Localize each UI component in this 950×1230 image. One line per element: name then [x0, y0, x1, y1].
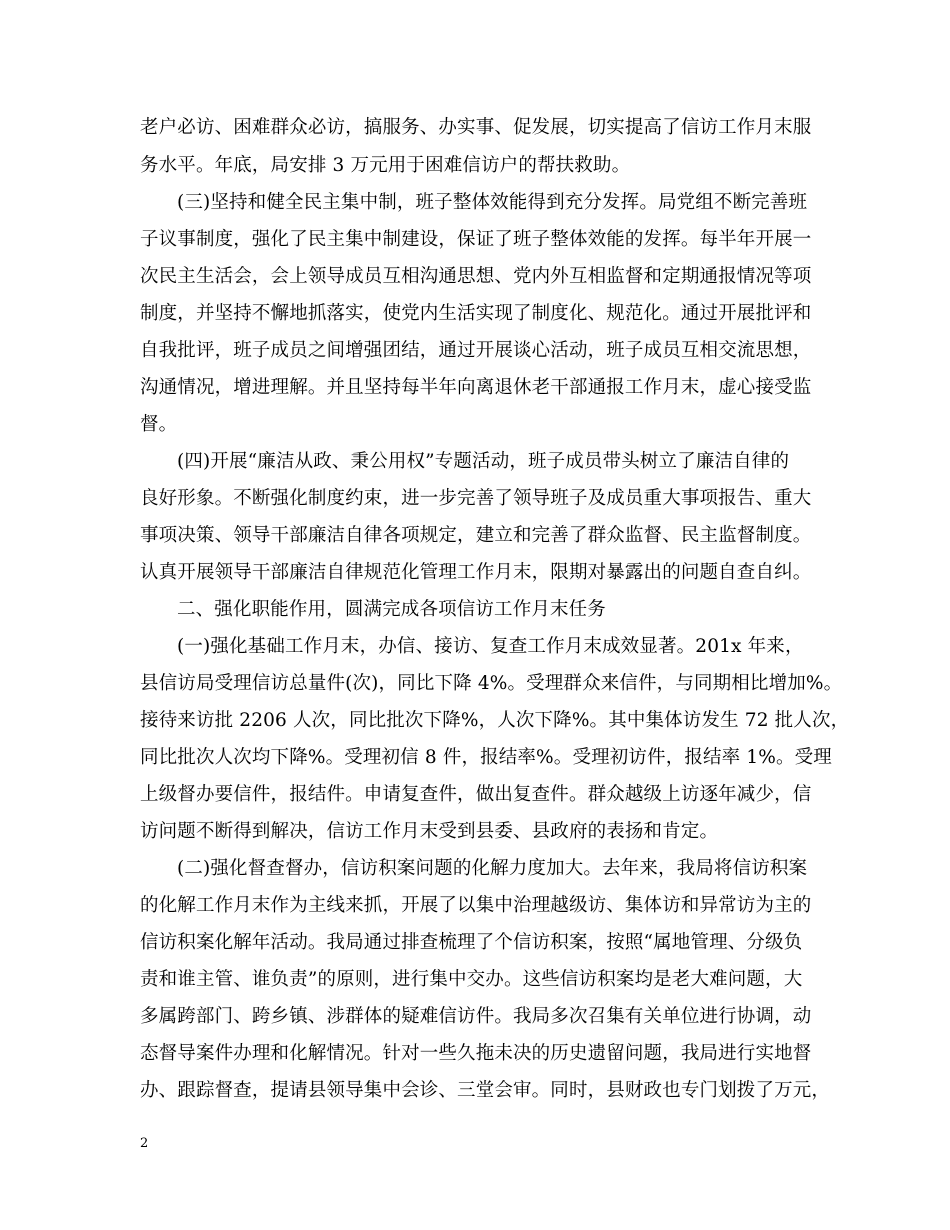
text-line: 次民主生活会，会上领导成员互相沟通思想、党内外互相监督和定期通报情况等项: [140, 266, 812, 287]
text-line: 信访积案化解年活动。我局通过排查梳理了个信访积案，按照“属地管理、分级负: [140, 932, 803, 953]
text-line: 制度，并坚持不懈地抓落实，使党内生活实现了制度化、规范化。通过开展批评和: [140, 303, 812, 324]
text-line: 子议事制度，强化了民主集中制建设，保证了班子整体效能的发挥。每半年开展一: [140, 229, 812, 250]
text-line: 自我批评，班子成员之间增强团结，通过开展谈心活动，班子成员互相交流思想，: [140, 340, 812, 361]
text-line: 务水平。年底，局安排 3 万元用于困难信访户的帮扶救助。: [140, 155, 631, 176]
paragraph-start-line: (一)强化基础工作月末，办信、接访、复查工作月末成效显著。201x 年来，: [177, 636, 804, 657]
text-line: 同比批次人次均下降%。受理初信 8 件，报结率%。受理初访件，报结率 1%。受理: [140, 747, 832, 768]
paragraph-start-line: (四)开展“廉洁从政、秉公用权”专题活动，班子成员带头树立了廉洁自律的: [177, 451, 790, 472]
text-line: 沟通情况，增进理解。并且坚持每半年向离退休老干部通报工作月末，虚心接受监: [140, 377, 812, 398]
text-line: 认真开展领导干部廉洁自律规范化管理工作月末，限期对暴露出的问题自查自纠。: [140, 562, 812, 583]
text-line: 县信访局受理信访总量件(次)，同比下降 4%。受理群众来信件，与同期相比增加%。: [140, 673, 843, 694]
text-line: 接待来访批 2206 人次，同比批次下降%，人次下降%。其中集体访发生 72 批人次，: [140, 710, 850, 731]
text-line: 老户必访、困难群众必访，搞服务、办实事、促发展，切实提高了信访工作月末服: [140, 117, 812, 138]
text-line: 督。: [140, 414, 178, 435]
text-line: 办、跟踪督查，提请县领导集中会诊、三堂会审。同时，县财政也专门划拨了万元，: [140, 1080, 831, 1101]
paragraph-start-line: (二)强化督查督办，信访积案问题的化解力度加大。去年来，我局将信访积案: [177, 858, 808, 879]
text-line: 责和谁主管、谁负责”的原则，进行集中交办。这些信访积案均是老大难问题，大: [140, 969, 803, 990]
text-line: 上级督办要信件，报结件。申请复查件，做出复查件。群众越级上访逐年减少，信: [140, 784, 812, 805]
text-line: 访问题不断得到解决，信访工作月末受到县委、县政府的表扬和肯定。: [140, 821, 719, 842]
text-line: 良好形象。不断强化制度约束，进一步完善了领导班子及成员重大事项报告、重大: [140, 488, 812, 509]
paragraph-start-line: (三)坚持和健全民主集中制，班子整体效能得到充分发挥。局党组不断完善班: [177, 192, 808, 213]
page-number: 2: [140, 1136, 149, 1151]
section-heading: 二、强化职能作用，圆满完成各项信访工作月末任务: [177, 599, 606, 620]
text-line: 事项决策、领导干部廉洁自律各项规定，建立和完善了群众监督、民主监督制度。: [140, 525, 812, 546]
text-line: 多属跨部门、跨乡镇、涉群体的疑难信访件。我局多次召集有关单位进行协调，动: [140, 1006, 812, 1027]
text-line: 的化解工作月末作为主线来抓，开展了以集中治理越级访、集体访和异常访为主的: [140, 895, 812, 916]
text-line: 态督导案件办理和化解情况。针对一些久拖未决的历史遗留问题，我局进行实地督: [140, 1043, 812, 1064]
